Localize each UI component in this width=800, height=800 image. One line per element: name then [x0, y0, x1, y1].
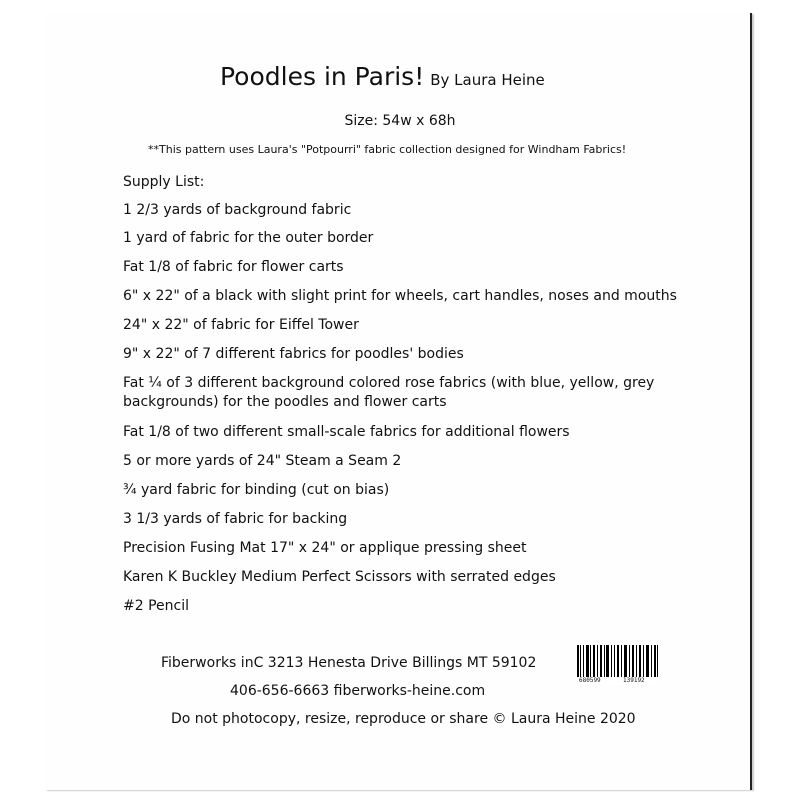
title-text: Poodles in Paris! [220, 62, 425, 91]
supply-item: Fat 1/8 of two different small-scale fabrics for additional flowers [123, 424, 570, 440]
supply-list-heading: Supply List: [123, 174, 205, 190]
supply-item: #2 Pencil [123, 598, 189, 614]
fabric-collection-note: **This pattern uses Laura's "Potpourri" fabric collection designed for Windham Fabrics! [148, 143, 627, 156]
publisher-contact: 406-656-6663 fiberworks-heine.com [230, 683, 486, 699]
supply-item: 9" x 22" of 7 different fabrics for poodles' bodies [123, 346, 464, 362]
barcode-right-number: 139192 [623, 677, 645, 684]
supply-item: Karen K Buckley Medium Perfect Scissors with serrated edges [123, 569, 556, 585]
supply-item: 24" x 22" of fabric for Eiffel Tower [123, 317, 359, 333]
byline: By Laura Heine [430, 71, 545, 89]
copyright-notice: Do not photocopy, resize, reproduce or share © Laura Heine 2020 [171, 711, 636, 727]
barcode [575, 645, 659, 685]
supply-item: 1 2/3 yards of background fabric [123, 202, 352, 218]
supply-item: 6" x 22" of a black with slight print for wheels, cart handles, noses and mouths [123, 288, 677, 304]
publisher-address: Fiberworks inC 3213 Henesta Drive Billings MT 59102 [161, 655, 537, 671]
barcode-left-number: 680599 [579, 677, 601, 684]
quilt-size: Size: 54w x 68h [344, 113, 456, 129]
supply-item: 1 yard of fabric for the outer border [123, 230, 374, 246]
supply-item: Fat 1/8 of fabric for flower carts [123, 259, 344, 275]
supply-item: 3 1/3 yards of fabric for backing [123, 511, 348, 527]
barcode-bars [575, 645, 659, 677]
supply-item-continued: backgrounds) for the poodles and flower carts [123, 394, 447, 410]
supply-item: Precision Fusing Mat 17" x 24" or applique pressing sheet [123, 540, 527, 556]
supply-item: ¾ yard fabric for binding (cut on bias) [123, 482, 390, 498]
supply-item: Fat ¼ of 3 different background colored rose fabrics (with blue, yellow, grey [123, 375, 655, 391]
supply-item: 5 or more yards of 24" Steam a Seam 2 [123, 453, 402, 469]
pattern-title [220, 62, 545, 91]
